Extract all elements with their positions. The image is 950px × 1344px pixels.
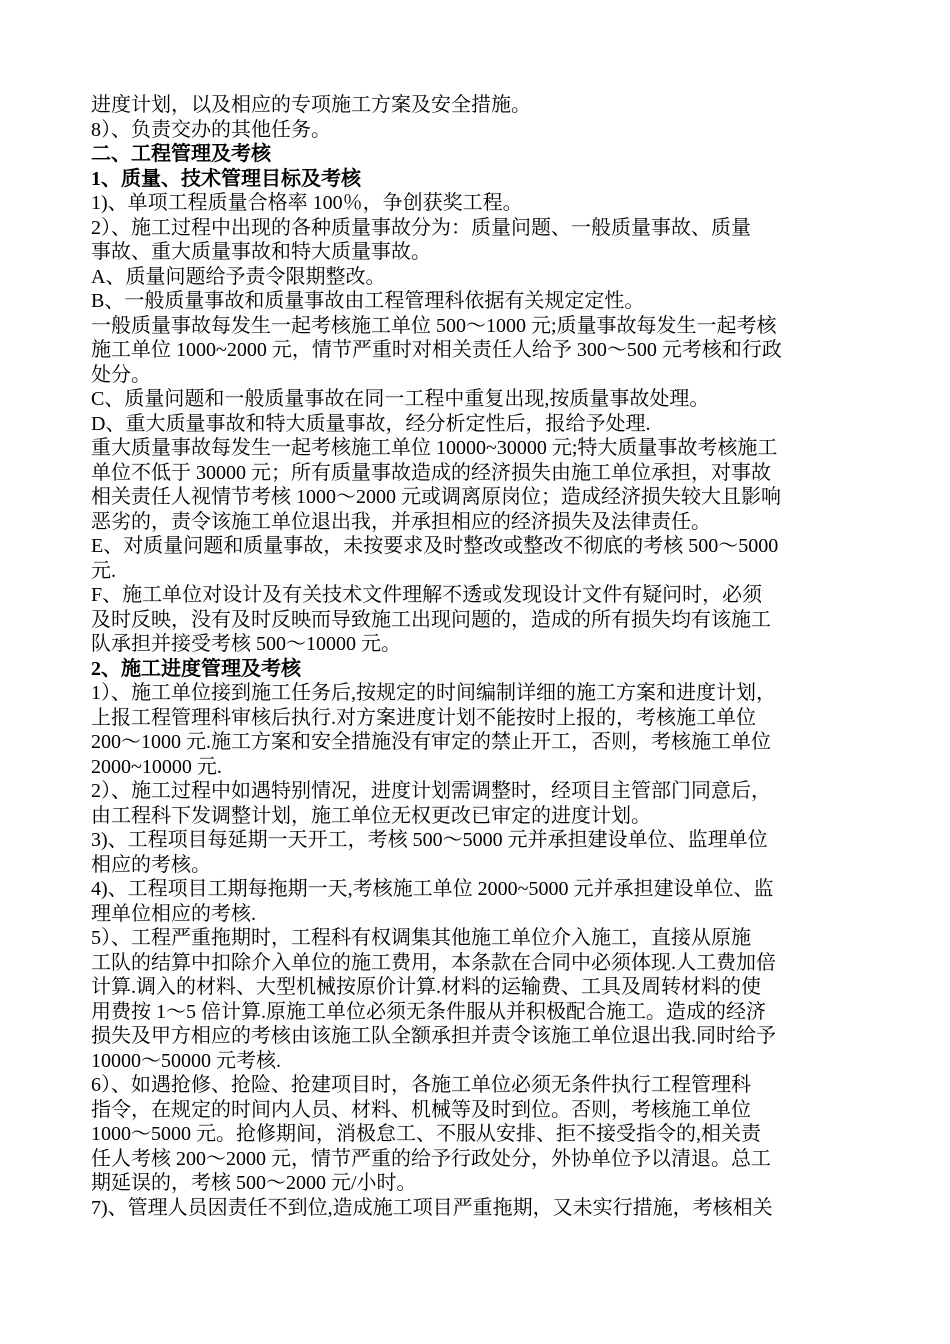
text-line: 用费按 1～5 倍计算.原施工单位必须无条件服从并积极配合施工。造成的经济	[91, 1000, 766, 1023]
text-line: 单位不低于 30000 元；所有质量事故造成的经济损失由施工单位承担，对事故	[91, 461, 771, 484]
text-line: 及时反映，没有及时反映而导致施工出现问题的，造成的所有损失均有该施工	[91, 608, 771, 631]
text-line: 重大质量事故每发生一起考核施工单位 10000~30000 元;特大质量事故考核施工	[91, 437, 778, 459]
text-line: 理单位相应的考核.	[91, 902, 256, 925]
text-line: 1000～5000 元。抢修期间，消极怠工、不服从安排、拒不接受指令的,相关责	[91, 1123, 761, 1145]
text-line: B、一般质量事故和质量事故由工程管理科依据有关规定定性。	[91, 290, 645, 312]
text-line: 恶劣的，责令该施工单位退出我，并承担相应的经济损失及法律责任。	[91, 510, 711, 533]
text-line: 1)、单项工程质量合格率 100％，争创获奖工程。	[91, 192, 523, 214]
text-line: 指令，在规定的时间内人员、材料、机械等及时到位。否则，考核施工单位	[91, 1098, 751, 1121]
section-heading: 二、工程管理及考核	[91, 143, 271, 165]
text-line: 8）、负责交办的其他任务。	[91, 118, 331, 141]
text-line: 工队的结算中扣除介入单位的施工费用，本条款在合同中必须体现.人工费加倍	[91, 951, 776, 974]
text-line: 队承担并接受考核 500～10000 元。	[91, 633, 401, 655]
text-line: 相关责任人视情节考核 1000～2000 元或调离原岗位；造成经济损失较大且影响	[91, 486, 781, 508]
text-line: 3)、工程项目每延期一天开工，考核 500～5000 元并承担建设单位、监理单位	[91, 829, 768, 851]
text-line: 事故、重大质量事故和特大质量事故。	[91, 241, 431, 263]
text-line: 相应的考核。	[91, 853, 211, 876]
text-line: 元.	[91, 559, 116, 582]
text-line: 期延误的，考核 500～2000 元/小时。	[91, 1172, 417, 1194]
text-line: 5）、工程严重拖期时，工程科有权调集其他施工单位介入施工，直接从原施	[91, 927, 751, 949]
text-line: 1）、施工单位接到施工任务后,按规定的时间编制详细的施工方案和进度计划，	[91, 682, 776, 704]
text-line: 6）、如遇抢修、抢险、抢建项目时，各施工单位必须无条件执行工程管理科	[91, 1074, 751, 1096]
text-line: 2）、施工过程中出现的各种质量事故分为：质量问题、一般质量事故、质量	[91, 216, 751, 239]
text-line: 任人考核 200～2000 元，情节严重的给予行政处分，外协单位予以清退。总工	[91, 1147, 771, 1170]
text-line: 4)、工程项目工期每拖期一天,考核施工单位 2000~5000 元并承担建设单位、监	[91, 878, 774, 900]
text-line: 上报工程管理科审核后执行.对方案进度计划不能按时上报的，考核施工单位	[91, 706, 756, 729]
text-line: D、重大质量事故和特大质量事故，经分析定性后，报给予处理.	[91, 412, 651, 435]
text-line: 计算.调入的材料、大型机械按原价计算.材料的运输费、工具及周转材料的使	[91, 976, 761, 998]
text-line: 施工单位 1000~2000 元，情节严重时对相关责任人给予 300～500 元考核和行政	[91, 339, 782, 361]
document-body	[91, 93, 870, 1220]
text-line: E、对质量问题和质量事故，未按要求及时整改或整改不彻底的考核 500～5000	[91, 535, 779, 557]
text-line: F、施工单位对设计及有关技术文件理解不透或发现设计文件有疑问时，必须	[91, 584, 763, 606]
text-line: 7)、管理人员因责任不到位,造成施工项目严重拖期，又未实行措施，考核相关	[91, 1196, 773, 1219]
text-line: 处分。	[91, 363, 151, 386]
section-heading: 2、施工进度管理及考核	[91, 657, 301, 680]
text-line: 2）、施工过程中如遇特别情况，进度计划需调整时，经项目主管部门同意后，	[91, 780, 771, 802]
text-line: 200～1000 元.施工方案和安全措施没有审定的禁止开工，否则，考核施工单位	[91, 731, 771, 753]
text-line: 损失及甲方相应的考核由该施工队全额承担并责令该施工单位退出我.同时给予	[91, 1025, 776, 1047]
text-line: A、质量问题给予责令限期整改。	[91, 265, 386, 288]
text-line: 一般质量事故每发生一起考核施工单位 500～1000 元;质量事故每发生一起考核	[91, 314, 777, 337]
text-line: 10000～50000 元考核.	[91, 1049, 281, 1072]
text-line: C、质量问题和一般质量事故在同一工程中重复出现,按质量事故处理。	[91, 388, 710, 410]
section-heading: 1、质量、技术管理目标及考核	[91, 167, 361, 190]
text-line: 由工程科下发调整计划，施工单位无权更改已审定的进度计划。	[91, 804, 651, 827]
text-line: 2000~10000 元.	[91, 755, 222, 778]
text-line: 进度计划，以及相应的专项施工方案及安全措施。	[91, 94, 531, 116]
